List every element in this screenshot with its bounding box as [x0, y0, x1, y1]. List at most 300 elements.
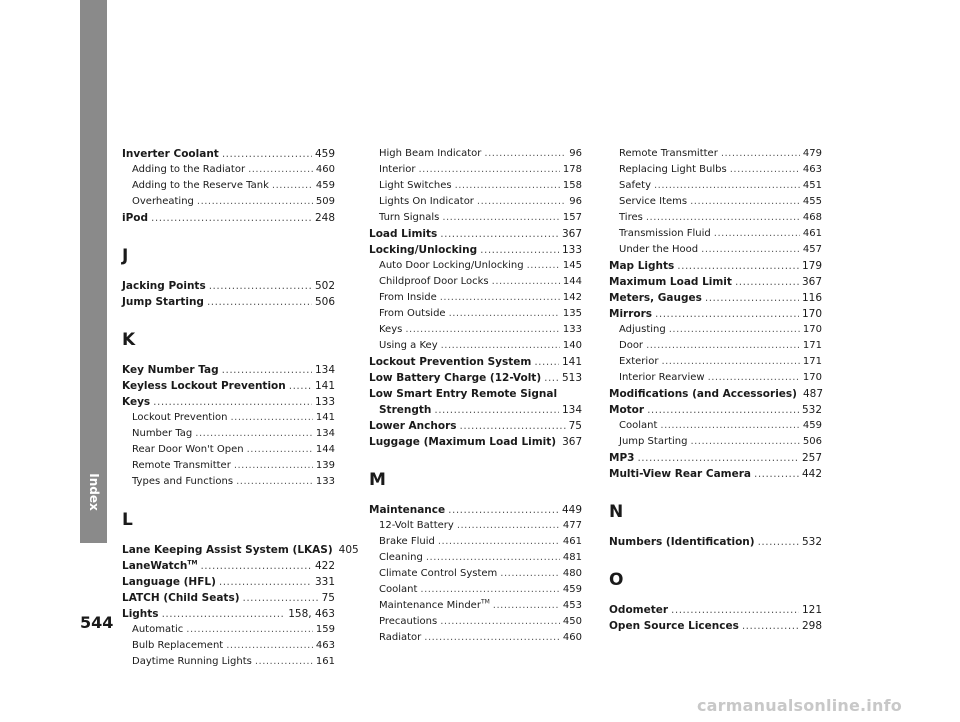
entry-text-label: LaneWatch: [122, 560, 188, 572]
page-reference[interactable]: 532: [801, 404, 822, 416]
page-reference[interactable]: 133: [561, 244, 582, 256]
letter-heading: J: [122, 246, 129, 266]
entry-text: [379, 146, 481, 162]
dot-leader: [705, 290, 799, 306]
page-reference[interactable]: 463: [802, 164, 822, 175]
page-reference[interactable]: 158: [562, 180, 582, 191]
entry-text: [609, 402, 644, 418]
page-reference[interactable]: 170: [801, 308, 822, 320]
page-reference[interactable]: 179: [801, 260, 822, 272]
dot-leader: [405, 322, 560, 338]
entry-text: [379, 402, 431, 418]
dot-leader: [162, 606, 286, 622]
entry-text-label: Overheating: [132, 196, 194, 207]
page-reference[interactable]: 141: [561, 356, 582, 368]
dot-leader: [236, 474, 313, 490]
index-subentry[interactable]: [369, 210, 582, 226]
dot-leader: [637, 450, 799, 466]
page-reference[interactable]: 75: [321, 592, 335, 604]
page-reference[interactable]: 157: [562, 212, 582, 223]
page-reference[interactable]: 134: [315, 428, 335, 439]
index-column-2: [369, 146, 582, 646]
page-reference[interactable]: 170: [802, 372, 822, 383]
index-subentry[interactable]: [122, 162, 335, 178]
entry-text: [379, 290, 437, 306]
index-side-tab[interactable]: [80, 0, 107, 543]
entry-text-label: Transmission Fluid: [619, 228, 711, 239]
entry-text: [619, 434, 687, 450]
entry-text: [609, 306, 652, 322]
index-entry[interactable]: [369, 418, 582, 434]
dot-leader: [272, 178, 313, 194]
index-subentry[interactable]: [369, 338, 582, 354]
index-entry[interactable]: [369, 502, 582, 518]
index-entry[interactable]: [369, 386, 582, 402]
entry-text-label: Adjusting: [619, 324, 666, 335]
page-reference[interactable]: 480: [562, 568, 582, 579]
entry-text-label: Safety: [619, 180, 651, 191]
entry-text: [122, 146, 219, 162]
entry-text: [132, 622, 183, 638]
entry-text-label: iPod: [122, 212, 149, 224]
page-reference[interactable]: 96: [569, 196, 582, 207]
entry-text-label: Precautions: [379, 616, 438, 627]
page-reference[interactable]: 145: [562, 260, 582, 271]
index-subentry[interactable]: [369, 614, 582, 630]
entry-text-label: Under the Hood: [619, 244, 699, 255]
entry-text: [379, 550, 423, 566]
dot-leader: [742, 618, 799, 634]
entry-text-label: From Inside: [379, 292, 437, 303]
index-subentry[interactable]: [122, 426, 335, 442]
entry-text-label: Keyless Lockout Prevention: [122, 380, 286, 392]
index-entry[interactable]: [369, 354, 582, 370]
dot-leader: [484, 146, 566, 162]
page-reference[interactable]: 139: [315, 460, 335, 471]
entry-text: [609, 290, 702, 306]
entry-text-label: Radiator: [379, 632, 422, 643]
index-subentry[interactable]: [609, 242, 822, 258]
dot-leader: [248, 162, 313, 178]
page-reference[interactable]: 477: [562, 520, 582, 531]
entry-text-label: Coolant: [619, 420, 658, 431]
index-subentry[interactable]: [369, 258, 582, 274]
page-reference[interactable]: 158, 463: [288, 608, 335, 620]
index-entry[interactable]: [369, 370, 582, 386]
entry-text: [619, 162, 727, 178]
entry-text-label: Lights: [122, 608, 159, 620]
index-subentry[interactable]: [609, 322, 822, 338]
dot-leader: [418, 162, 559, 178]
watermark: carmanualsonline.info: [697, 696, 902, 715]
dot-leader: [222, 146, 312, 162]
entry-text: [122, 394, 150, 410]
page-reference[interactable]: 170: [802, 324, 822, 335]
entry-text-label: Tires: [619, 212, 643, 223]
side-tab-label-box: [80, 462, 107, 522]
page-reference[interactable]: 442: [801, 468, 822, 480]
page-reference[interactable]: 449: [561, 504, 582, 516]
index-entry[interactable]: [609, 290, 822, 306]
index-entry[interactable]: [369, 402, 582, 418]
entry-text-label: Coolant: [379, 584, 418, 595]
page-reference[interactable]: 298: [801, 620, 822, 632]
index-entry[interactable]: [609, 258, 822, 274]
page-reference[interactable]: 134: [314, 364, 335, 376]
index-subentry[interactable]: [369, 582, 582, 598]
letter-heading: L: [122, 510, 133, 530]
index-subentry[interactable]: [122, 410, 335, 426]
entry-text-label: Multi-View Rear Camera: [609, 468, 751, 480]
letter-heading: M: [369, 470, 386, 490]
index-entry[interactable]: [122, 378, 335, 394]
entry-text: [619, 322, 666, 338]
entry-text: [132, 410, 227, 426]
index-subentry[interactable]: [609, 354, 822, 370]
entry-text-label: Maximum Load Limit: [609, 276, 732, 288]
entry-text: [619, 146, 718, 162]
dot-leader: [493, 598, 560, 614]
entry-text-label: Rear Door Won't Open: [132, 444, 244, 455]
page-reference[interactable]: 502: [314, 280, 335, 292]
index-entry[interactable]: [122, 146, 335, 162]
dot-leader: [690, 194, 800, 210]
page-reference[interactable]: 422: [314, 560, 335, 572]
entry-text: [379, 162, 415, 178]
dot-leader: [440, 226, 559, 242]
entry-text-label: Interior Rearview: [619, 372, 705, 383]
index-entry[interactable]: [122, 210, 335, 226]
dot-leader: [754, 466, 799, 482]
dot-leader: [442, 210, 560, 226]
index-subentry[interactable]: [122, 622, 335, 638]
entry-text-label: Locking/Unlocking: [369, 244, 478, 256]
page-reference[interactable]: 532: [801, 536, 822, 548]
dot-leader: [655, 306, 799, 322]
page-reference[interactable]: 460: [315, 164, 335, 175]
entry-text-label: High Beam Indicator: [379, 148, 482, 159]
page-reference[interactable]: 141: [315, 412, 335, 423]
page-reference[interactable]: 468: [802, 212, 822, 223]
page-reference[interactable]: 178: [562, 164, 582, 175]
index-entry[interactable]: [609, 534, 822, 550]
dot-leader: [660, 418, 800, 434]
index-entry[interactable]: [122, 542, 359, 558]
entry-text-label: Jump Starting: [122, 296, 204, 308]
letter-heading: O: [609, 570, 624, 590]
index-subentry[interactable]: [369, 162, 582, 178]
index-entry[interactable]: [122, 362, 335, 378]
index-entry[interactable]: [369, 242, 582, 258]
entry-text-label: Keys: [379, 324, 403, 335]
index-entry[interactable]: [122, 278, 335, 294]
page-reference[interactable]: 171: [802, 356, 822, 367]
entry-text-label: Childproof Door Locks: [379, 276, 489, 287]
entry-text: [619, 370, 705, 386]
index-subentry[interactable]: [369, 322, 582, 338]
page-reference[interactable]: 457: [802, 244, 822, 255]
dot-leader: [197, 194, 313, 210]
page-reference[interactable]: 135: [562, 308, 582, 319]
entry-text-label: Service Items: [619, 196, 688, 207]
entry-text: [609, 450, 634, 466]
entry-text: [369, 370, 541, 386]
index-subentry[interactable]: [609, 146, 822, 162]
entry-text: [132, 178, 269, 194]
index-subentry[interactable]: [609, 194, 822, 210]
dot-leader: [255, 654, 313, 670]
dot-leader: [434, 402, 559, 418]
dot-leader: [492, 274, 560, 290]
entry-text-label: Jacking Points: [122, 280, 206, 292]
entry-text: [609, 534, 755, 550]
entry-text: [379, 178, 452, 194]
entry-text: [379, 322, 402, 338]
index-entry[interactable]: [369, 226, 582, 242]
index-subentry[interactable]: [609, 418, 822, 434]
entry-text: [132, 638, 223, 654]
page-reference[interactable]: 487: [802, 388, 824, 400]
entry-text-label: Lower Anchors: [369, 420, 457, 432]
dot-leader: [247, 442, 313, 458]
dot-leader: [207, 294, 312, 310]
page-reference[interactable]: 459: [562, 584, 582, 595]
page-reference[interactable]: 459: [314, 148, 335, 160]
entry-text: [379, 534, 435, 550]
page-reference[interactable]: 455: [802, 196, 822, 207]
dot-leader: [647, 402, 799, 418]
side-tab-label: Index: [86, 473, 101, 511]
entry-text-label: Maintenance Minder: [379, 600, 481, 611]
index-entry[interactable]: [609, 306, 822, 322]
index-subentry[interactable]: [609, 210, 822, 226]
entry-text-label: Maintenance: [369, 504, 446, 516]
page-reference[interactable]: 133: [562, 324, 582, 335]
index-subentry[interactable]: [609, 338, 822, 354]
page-reference[interactable]: 257: [801, 452, 822, 464]
page-reference[interactable]: 140: [562, 340, 582, 351]
entry-text-label: Turn Signals: [379, 212, 440, 223]
page-reference[interactable]: 460: [562, 632, 582, 643]
index-subentry[interactable]: [369, 566, 582, 582]
dot-leader: [646, 338, 800, 354]
index-subentry[interactable]: [122, 178, 335, 194]
entry-text: [132, 654, 252, 670]
page-reference[interactable]: 451: [802, 180, 822, 191]
page-reference[interactable]: 461: [562, 536, 582, 547]
page-reference[interactable]: 141: [314, 380, 335, 392]
dot-leader: [455, 178, 560, 194]
entry-text-label: Motor: [609, 404, 645, 416]
page-reference[interactable]: 121: [801, 604, 822, 616]
index-entry[interactable]: [122, 558, 335, 574]
index-subentry[interactable]: [122, 442, 335, 458]
index-entry[interactable]: [609, 450, 822, 466]
index-subentry[interactable]: [122, 638, 335, 654]
index-column-1: [122, 146, 359, 670]
entry-text-label: Daytime Running Lights: [132, 656, 252, 667]
index-subentry[interactable]: [122, 194, 335, 210]
dot-leader: [661, 354, 799, 370]
entry-text: [122, 558, 197, 574]
entry-text: [619, 210, 643, 226]
trademark-superscript: TM: [187, 559, 198, 567]
page-number: 544: [80, 613, 114, 632]
entry-text-label: Modifications (and Accessories): [609, 388, 797, 400]
page-reference[interactable]: 450: [562, 616, 582, 627]
dot-leader: [151, 210, 312, 226]
entry-text-label: Low Smart Entry Remote Signal: [369, 388, 558, 400]
page-reference[interactable]: 75: [568, 420, 582, 432]
index-entry[interactable]: [609, 386, 822, 402]
page-reference[interactable]: 459: [315, 180, 335, 191]
index-entry[interactable]: [609, 274, 822, 290]
page-reference[interactable]: 116: [801, 292, 822, 304]
index-subentry[interactable]: [369, 306, 582, 322]
page-reference[interactable]: 159: [315, 624, 335, 635]
entry-text: [609, 466, 751, 482]
dot-leader: [534, 354, 559, 370]
entry-text: [369, 418, 457, 434]
index-subentry[interactable]: [369, 194, 582, 210]
dot-leader: [480, 242, 559, 258]
index-subentry[interactable]: [369, 518, 582, 534]
dot-leader: [195, 426, 313, 442]
dot-leader: [438, 534, 560, 550]
dot-leader: [200, 558, 311, 574]
index-subentry[interactable]: [369, 630, 582, 646]
index-subentry[interactable]: [369, 550, 582, 566]
dot-leader: [226, 638, 313, 654]
index-subentry[interactable]: [122, 458, 335, 474]
page-reference[interactable]: 459: [802, 420, 822, 431]
index-entry[interactable]: [122, 590, 335, 606]
dot-leader: [758, 534, 799, 550]
index-entry[interactable]: [122, 294, 335, 310]
entry-text: [379, 614, 437, 630]
dot-leader: [448, 502, 559, 518]
entry-text: [369, 354, 531, 370]
page-reference[interactable]: 367: [562, 436, 583, 448]
page-reference[interactable]: 463: [315, 640, 335, 651]
dot-leader: [153, 394, 312, 410]
index-entry[interactable]: [369, 434, 582, 450]
page-reference[interactable]: 161: [315, 656, 335, 667]
index-subentry[interactable]: [369, 274, 582, 290]
index-entry[interactable]: [609, 402, 822, 418]
index-subentry[interactable]: [609, 370, 822, 386]
entry-text-label: Adding to the Radiator: [132, 164, 246, 175]
index-subentry[interactable]: [369, 290, 582, 306]
page-reference[interactable]: 171: [802, 340, 822, 351]
page-reference[interactable]: 331: [314, 576, 335, 588]
page-reference[interactable]: 144: [315, 444, 335, 455]
dot-leader: [527, 258, 560, 274]
entry-text-label: Mirrors: [609, 308, 653, 320]
dot-leader: [441, 338, 560, 354]
index-entry[interactable]: [609, 466, 822, 482]
page-reference[interactable]: 405: [338, 544, 359, 556]
index-entry[interactable]: [609, 618, 822, 634]
page-reference[interactable]: 133: [315, 476, 335, 487]
index-subentry[interactable]: [122, 654, 335, 670]
page-reference[interactable]: 248: [314, 212, 335, 224]
entry-text-label: Interior: [379, 164, 416, 175]
index-subentry[interactable]: [369, 178, 582, 194]
dot-leader: [460, 418, 566, 434]
page-reference[interactable]: 142: [562, 292, 582, 303]
page-reference[interactable]: 453: [562, 600, 582, 611]
entry-text: [132, 442, 244, 458]
entry-text: [122, 542, 333, 558]
entry-text-label: Using a Key: [379, 340, 438, 351]
entry-text-label: Meters, Gauges: [609, 292, 702, 304]
page-reference[interactable]: 96: [569, 148, 582, 159]
entry-text: [122, 362, 219, 378]
page-reference[interactable]: 481: [562, 552, 582, 563]
entry-text-label: Replacing Light Bulbs: [619, 164, 727, 175]
page-reference[interactable]: 134: [561, 404, 582, 416]
index-entry[interactable]: [122, 606, 335, 622]
dot-leader: [440, 614, 560, 630]
entry-text: [379, 258, 524, 274]
index-subentry[interactable]: [609, 226, 822, 242]
entry-text: [619, 242, 698, 258]
dot-leader: [186, 622, 313, 638]
index-entry[interactable]: [122, 394, 335, 410]
entry-text: [379, 566, 497, 582]
index-subentry[interactable]: [369, 598, 582, 614]
page-reference[interactable]: 506: [802, 436, 822, 447]
index-subentry[interactable]: [122, 474, 335, 490]
page-reference[interactable]: 509: [315, 196, 335, 207]
dot-leader: [289, 378, 312, 394]
page-reference[interactable]: 144: [562, 276, 582, 287]
page-reference[interactable]: 133: [314, 396, 335, 408]
page-reference[interactable]: 479: [802, 148, 822, 159]
entry-text: [379, 274, 489, 290]
page-reference[interactable]: 513: [561, 372, 582, 384]
entry-text-label: Key Number Tag: [122, 364, 219, 376]
dot-leader: [714, 226, 800, 242]
page-reference[interactable]: 367: [561, 228, 582, 240]
page-reference[interactable]: 506: [314, 296, 335, 308]
entry-text-label: Adding to the Reserve Tank: [132, 180, 269, 191]
index-subentry[interactable]: [609, 434, 822, 450]
entry-text-label: Exterior: [619, 356, 659, 367]
entry-text-label: Auto Door Locking/Unlocking: [379, 260, 524, 271]
page-reference[interactable]: 461: [802, 228, 822, 239]
entry-text: [379, 630, 421, 646]
entry-text-label: 12-Volt Battery: [379, 520, 454, 531]
index-subentry[interactable]: [609, 178, 822, 194]
entry-text: [379, 338, 438, 354]
index-subentry[interactable]: [369, 534, 582, 550]
entry-text-label: Odometer: [609, 604, 669, 616]
dot-leader: [677, 258, 799, 274]
entry-text-label: Types and Functions: [132, 476, 234, 487]
entry-text: [369, 434, 556, 450]
dot-leader: [449, 306, 560, 322]
dot-leader: [426, 550, 560, 566]
entry-text-label: Language (HFL): [122, 576, 216, 588]
page-reference[interactable]: 367: [801, 276, 822, 288]
index-subentry[interactable]: [609, 162, 822, 178]
index-subentry[interactable]: [369, 146, 582, 162]
index-entry[interactable]: [122, 574, 335, 590]
index-entry[interactable]: [609, 602, 822, 618]
entry-text: [369, 386, 557, 402]
